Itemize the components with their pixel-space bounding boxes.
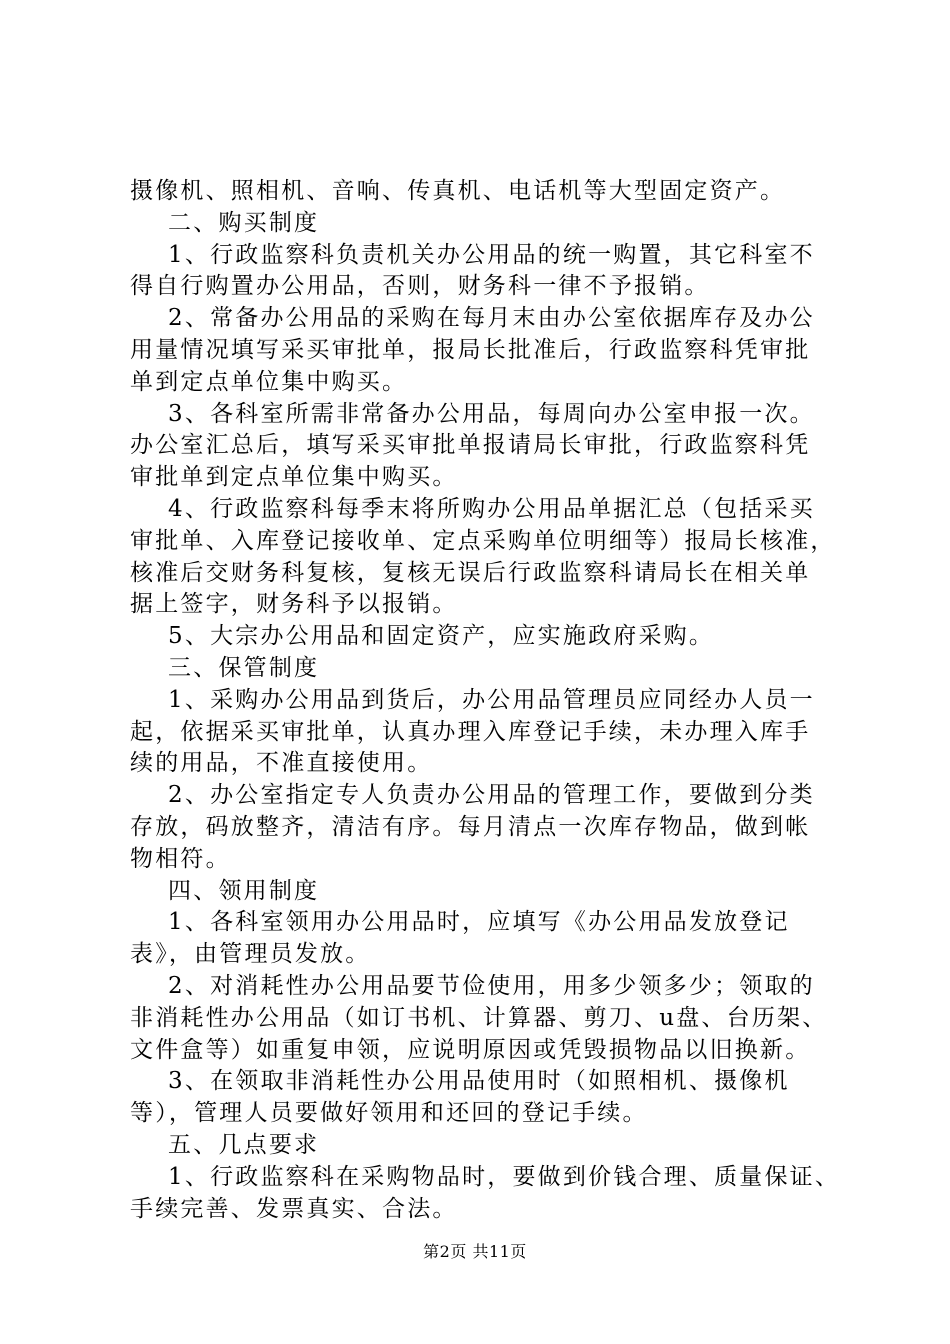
section-heading: 五、几点要求	[130, 1131, 320, 1158]
text-line: 据上签字，财务科予以报销。	[130, 591, 458, 618]
text-line: 1、行政监察科负责机关办公用品的统一购置，其它科室不	[130, 241, 815, 268]
text-line: 审批单、入库登记接收单、定点采购单位明细等）报局长核准，	[130, 527, 836, 554]
text-line: 物相符。	[130, 845, 231, 872]
text-line: 非消耗性办公用品（如订书机、计算器、剪刀、u盘、台历架、	[130, 1004, 828, 1031]
text-line: 得自行购置办公用品，否则，财务科一律不予报销。	[130, 273, 710, 300]
text-line: 3、各科室所需非常备办公用品，每周向办公室申报一次。	[130, 400, 815, 427]
text-line: 单到定点单位集中购买。	[130, 368, 408, 395]
text-line: 2、办公室指定专人负责办公用品的管理工作，要做到分类	[130, 782, 815, 809]
page-number-footer: 第2页 共11页	[423, 1242, 527, 1261]
text-line: 1、采购办公用品到货后，办公用品管理员应同经办人员一	[130, 686, 815, 713]
text-line: 摄像机、照相机、音响、传真机、电话机等大型固定资产。	[130, 178, 786, 204]
text-line: 3、在领取非消耗性办公用品使用时（如照相机、摄像机	[130, 1068, 790, 1095]
text-line: 手续完善、发票真实、合法。	[130, 1195, 458, 1222]
section-heading: 三、保管制度	[130, 654, 320, 681]
text-line: 用量情况填写采买审批单，报局长批准后，行政监察科凭审批	[130, 336, 811, 363]
text-line: 等），管理人员要做好领用和还回的登记手续。	[130, 1100, 648, 1127]
section-heading: 二、购买制度	[130, 209, 320, 236]
section-heading: 四、领用制度	[130, 877, 320, 904]
text-line: 2、常备办公用品的采购在每月末由办公室依据库存及办公	[130, 305, 815, 332]
text-line: 续的用品，不准直接使用。	[130, 750, 433, 777]
text-line: 审批单到定点单位集中购买。	[130, 464, 458, 491]
text-line: 1、各科室领用办公用品时，应填写《办公用品发放登记	[130, 909, 790, 936]
text-line: 办公室汇总后，填写采买审批单报请局长审批，行政监察科凭	[130, 432, 811, 459]
text-line: 核准后交财务科复核，复核无误后行政监察科请局长在相关单	[130, 559, 811, 586]
text-line: 起，依据采买审批单，认真办理入库登记手续，未办理入库手	[130, 718, 811, 745]
text-line: 存放，码放整齐，清洁有序。每月清点一次库存物品，做到帐	[130, 813, 811, 840]
text-line: 2、对消耗性办公用品要节俭使用，用多少领多少；领取的	[130, 972, 815, 999]
text-line: 文件盒等）如重复申领，应说明原因或凭毁损物品以旧换新。	[130, 1036, 811, 1063]
text-line: 表》，由管理员发放。	[130, 941, 371, 968]
document-body	[130, 176, 841, 1225]
text-line: 4、行政监察科每季末将所购办公用品单据汇总（包括采买	[130, 495, 815, 522]
text-line: 1、行政监察科在采购物品时，要做到价钱合理、质量保证、	[130, 1163, 841, 1190]
text-line: 5、大宗办公用品和固定资产，应实施政府采购。	[130, 623, 715, 650]
